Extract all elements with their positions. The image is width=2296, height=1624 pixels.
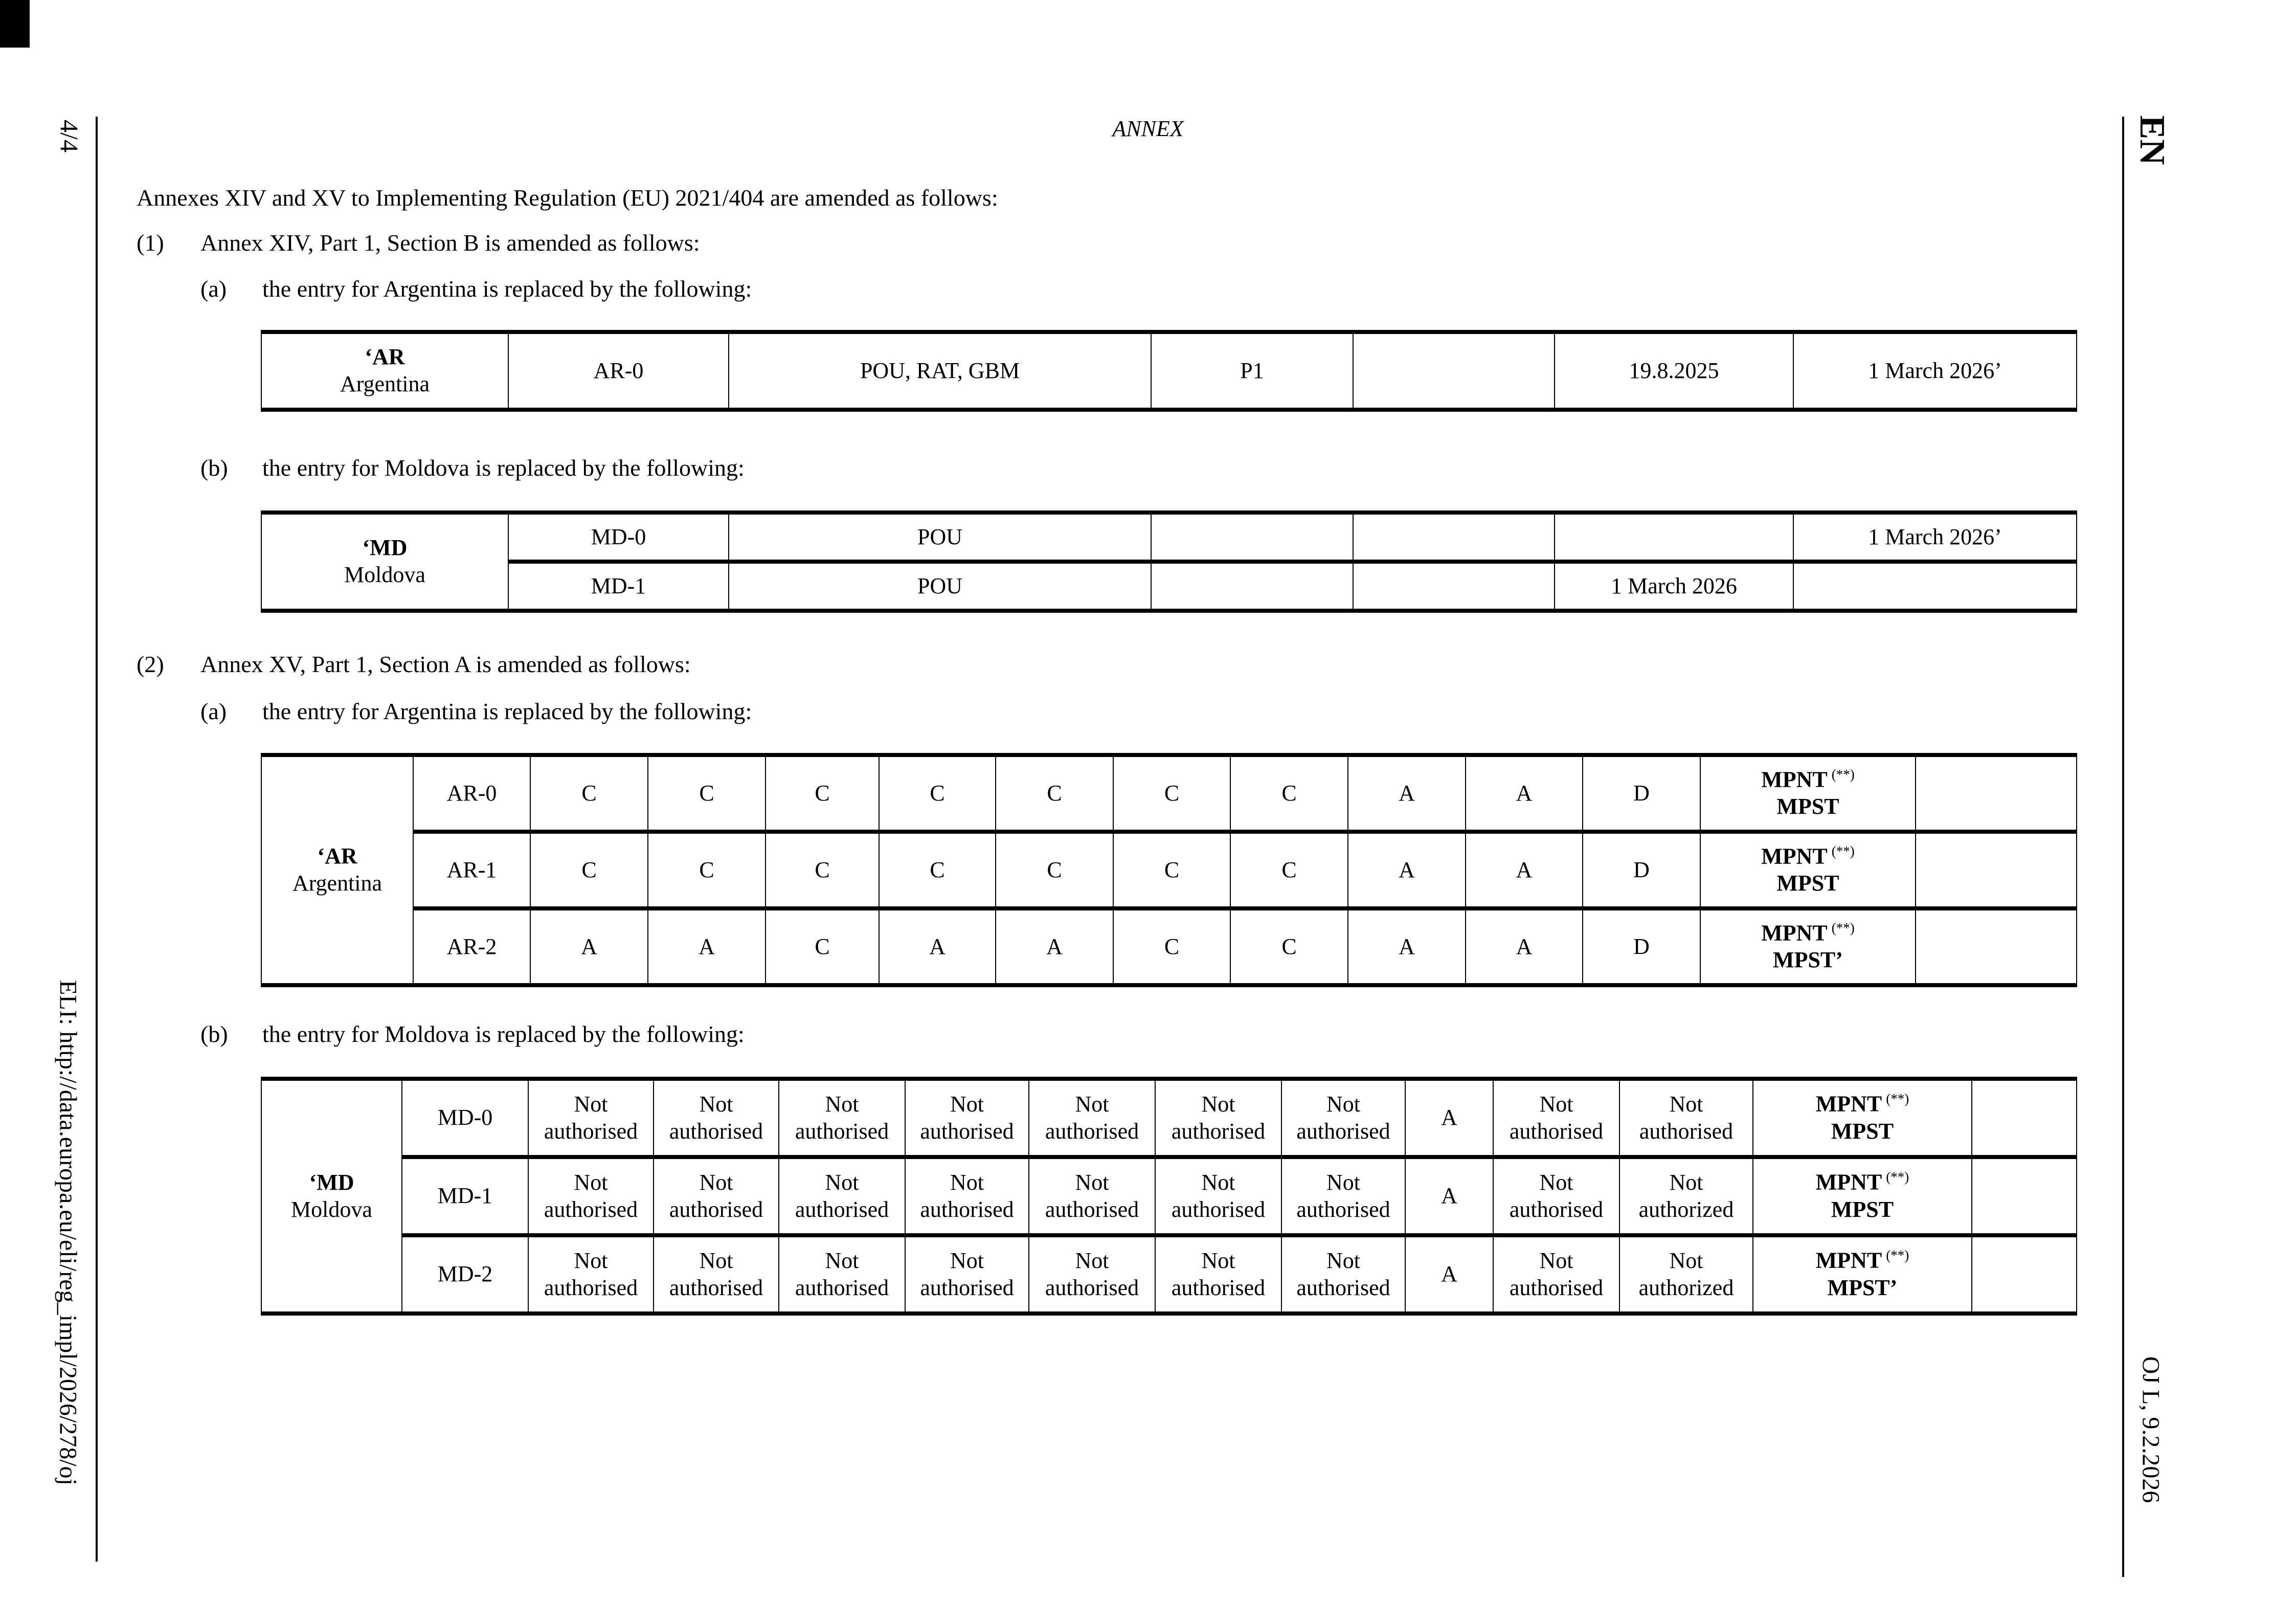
entry-cell: Not authorised bbox=[1155, 1157, 1281, 1235]
mpst-label: MPST’ bbox=[1773, 947, 1843, 973]
entry-cell: C bbox=[1113, 755, 1230, 832]
entry-cell: 19.8.2025 bbox=[1555, 332, 1793, 410]
country-code: ‘MD bbox=[362, 535, 408, 561]
entry-cell: A bbox=[1466, 908, 1583, 985]
list-item-2 bbox=[137, 651, 691, 678]
table-row bbox=[261, 1157, 2077, 1235]
mpnt-label: MPNT bbox=[1815, 1248, 1882, 1274]
footnote-ref: (**) bbox=[1831, 843, 1855, 859]
corner-print-mark bbox=[0, 0, 30, 48]
mpnt-cell bbox=[1753, 1157, 1972, 1235]
country-name: Moldova bbox=[291, 1196, 372, 1222]
entry-cell: Not authorised bbox=[1029, 1157, 1155, 1235]
list-text: the entry for Moldova is replaced by the following: bbox=[262, 1021, 745, 1047]
zone-cell: MD-0 bbox=[508, 513, 729, 562]
entry-cell bbox=[1793, 562, 2077, 611]
zone-cell: MD-2 bbox=[402, 1235, 528, 1314]
empty-cell bbox=[1916, 832, 2077, 908]
entry-cell: A bbox=[648, 908, 766, 985]
list-marker: (b) bbox=[200, 1021, 228, 1047]
entry-cell: POU, RAT, GBM bbox=[729, 332, 1151, 410]
entry-cell: 1 March 2026 bbox=[1555, 562, 1793, 611]
entry-cell: Not authorized bbox=[1619, 1157, 1753, 1235]
entry-cell: Not authorised bbox=[528, 1235, 654, 1314]
mpst-label: MPST bbox=[1776, 871, 1839, 896]
page-title: ANNEX bbox=[1112, 116, 1184, 141]
footnote-ref: (**) bbox=[1886, 1091, 1909, 1107]
entry-cell: Not authorised bbox=[654, 1157, 779, 1235]
list-item-1 bbox=[137, 229, 700, 256]
entry-cell: Not authorised bbox=[779, 1157, 905, 1235]
list-text: Annex XV, Part 1, Section A is amended as follows: bbox=[200, 651, 691, 677]
entry-cell: C bbox=[766, 908, 879, 985]
table-row bbox=[261, 332, 2077, 410]
zone-cell: AR-1 bbox=[413, 832, 530, 908]
entry-cell: D bbox=[1583, 908, 1700, 985]
footnote-ref: (**) bbox=[1831, 766, 1855, 782]
country-cell bbox=[261, 755, 413, 985]
list-text: the entry for Argentina is replaced by the following: bbox=[262, 276, 752, 302]
entry-cell: A bbox=[1348, 908, 1466, 985]
mpst-label: MPST bbox=[1831, 1118, 1894, 1144]
mpnt-label: MPNT bbox=[1761, 767, 1828, 792]
list-marker: (1) bbox=[137, 230, 164, 256]
entry-cell: 1 March 2026’ bbox=[1793, 513, 2077, 562]
entry-cell: P1 bbox=[1151, 332, 1353, 410]
country-code: ‘AR bbox=[365, 344, 405, 370]
entry-cell: A bbox=[1405, 1157, 1493, 1235]
entry-cell: C bbox=[766, 832, 879, 908]
list-marker: (a) bbox=[200, 276, 227, 302]
table-row bbox=[261, 1235, 2077, 1314]
entry-cell: C bbox=[996, 755, 1113, 832]
footnote-ref: (**) bbox=[1886, 1169, 1909, 1185]
entry-cell: C bbox=[1113, 832, 1230, 908]
mpnt-cell bbox=[1753, 1235, 1972, 1314]
list-marker: (a) bbox=[200, 698, 227, 724]
entry-cell: D bbox=[1583, 755, 1700, 832]
mpst-label: MPST’ bbox=[1827, 1275, 1898, 1300]
entry-cell: Not authorized bbox=[1619, 1235, 1753, 1314]
entry-cell: C bbox=[879, 755, 996, 832]
entry-cell: A bbox=[1466, 755, 1583, 832]
mpnt-label: MPNT bbox=[1815, 1170, 1882, 1195]
left-margin-rule bbox=[96, 117, 98, 1562]
footnote-ref: (**) bbox=[1886, 1248, 1909, 1263]
table-row bbox=[261, 908, 2077, 985]
mpnt-label: MPNT bbox=[1761, 843, 1828, 869]
entry-cell: C bbox=[1230, 832, 1348, 908]
zone-cell: AR-0 bbox=[508, 332, 729, 410]
entry-cell: 1 March 2026’ bbox=[1793, 332, 2077, 410]
entry-cell: C bbox=[530, 755, 648, 832]
country-cell bbox=[261, 1079, 402, 1314]
entry-cell: C bbox=[648, 755, 766, 832]
entry-cell: Not authorised bbox=[1281, 1235, 1405, 1314]
entry-cell: C bbox=[530, 832, 648, 908]
entry-cell: A bbox=[879, 908, 996, 985]
entry-cell: A bbox=[1466, 832, 1583, 908]
entry-cell: Not authorised bbox=[1155, 1079, 1281, 1157]
entry-cell: Not authorised bbox=[1281, 1157, 1405, 1235]
entry-cell: C bbox=[1230, 908, 1348, 985]
entry-cell bbox=[1353, 562, 1555, 611]
entry-cell: A bbox=[1348, 832, 1466, 908]
entry-cell: A bbox=[1405, 1079, 1493, 1157]
annex-xiv-moldova-table bbox=[261, 510, 2077, 613]
right-margin-rule bbox=[2122, 117, 2124, 1577]
table-row bbox=[261, 562, 2077, 611]
zone-cell: MD-1 bbox=[402, 1157, 528, 1235]
list-item-1a bbox=[200, 275, 752, 302]
table-row bbox=[261, 755, 2077, 832]
list-item-2a bbox=[200, 698, 752, 725]
entry-cell: Not authorised bbox=[1619, 1079, 1753, 1157]
entry-cell: Not authorised bbox=[1029, 1235, 1155, 1314]
entry-cell: C bbox=[766, 755, 879, 832]
journal-reference-vertical: OJ L, 9.2.2026 bbox=[2137, 1356, 2165, 1503]
entry-cell: C bbox=[996, 832, 1113, 908]
country-name: Moldova bbox=[344, 562, 425, 587]
empty-cell bbox=[1972, 1079, 2077, 1157]
list-text: the entry for Moldova is replaced by the following: bbox=[262, 455, 745, 481]
entry-cell: C bbox=[648, 832, 766, 908]
list-marker: (2) bbox=[137, 651, 164, 677]
empty-cell bbox=[1972, 1235, 2077, 1314]
entry-cell: D bbox=[1583, 832, 1700, 908]
country-cell bbox=[261, 332, 508, 410]
entry-cell: Not authorised bbox=[654, 1079, 779, 1157]
list-marker: (b) bbox=[200, 455, 228, 481]
entry-cell bbox=[1353, 332, 1555, 410]
empty-cell bbox=[1972, 1157, 2077, 1235]
entry-cell: Not authorised bbox=[1493, 1235, 1619, 1314]
zone-cell: AR-0 bbox=[413, 755, 530, 832]
entry-cell: Not authorised bbox=[528, 1157, 654, 1235]
entry-cell: A bbox=[530, 908, 648, 985]
eli-reference-vertical: ELI: http://data.europa.eu/eli/reg_impl/2026/278/oj bbox=[54, 980, 82, 1485]
entry-cell: Not authorised bbox=[1281, 1079, 1405, 1157]
entry-cell: C bbox=[1230, 755, 1348, 832]
mpnt-cell bbox=[1700, 908, 1916, 985]
entry-cell: Not authorised bbox=[905, 1235, 1029, 1314]
list-text: Annex XIV, Part 1, Section B is amended as follows: bbox=[200, 230, 700, 256]
entry-cell: Not authorised bbox=[654, 1235, 779, 1314]
entry-cell: Not authorised bbox=[905, 1157, 1029, 1235]
country-name: Argentina bbox=[292, 871, 382, 896]
table-row bbox=[261, 832, 2077, 908]
list-text: the entry for Argentina is replaced by the following: bbox=[262, 698, 752, 724]
table-row bbox=[261, 513, 2077, 562]
footnote-ref: (**) bbox=[1831, 920, 1855, 936]
mpnt-label: MPNT bbox=[1815, 1092, 1882, 1117]
mpnt-cell bbox=[1700, 832, 1916, 908]
page-number-vertical: 4/4 bbox=[55, 120, 84, 152]
zone-cell: MD-0 bbox=[402, 1079, 528, 1157]
zone-cell: MD-1 bbox=[508, 562, 729, 611]
zone-cell: AR-2 bbox=[413, 908, 530, 985]
table-row bbox=[261, 1079, 2077, 1157]
entry-cell bbox=[1353, 513, 1555, 562]
country-code: ‘AR bbox=[317, 843, 357, 869]
annex-xv-argentina-table bbox=[261, 753, 2077, 987]
entry-cell: C bbox=[879, 832, 996, 908]
empty-cell bbox=[1916, 908, 2077, 985]
mpnt-label: MPNT bbox=[1761, 920, 1828, 946]
mpst-label: MPST bbox=[1831, 1196, 1894, 1222]
entry-cell: Not authorised bbox=[528, 1079, 654, 1157]
mpnt-cell bbox=[1753, 1079, 1972, 1157]
entry-cell bbox=[1555, 513, 1793, 562]
entry-cell: POU bbox=[729, 513, 1151, 562]
mpst-label: MPST bbox=[1776, 794, 1839, 819]
entry-cell: Not authorised bbox=[1493, 1157, 1619, 1235]
entry-cell: Not authorised bbox=[1029, 1079, 1155, 1157]
intro-paragraph: Annexes XIV and XV to Implementing Regulation (EU) 2021/404 are amended as follows: bbox=[137, 185, 998, 211]
country-code: ‘MD bbox=[309, 1169, 354, 1195]
entry-cell: A bbox=[1348, 755, 1466, 832]
country-name: Argentina bbox=[340, 371, 430, 396]
entry-cell: A bbox=[996, 908, 1113, 985]
list-item-1b bbox=[200, 454, 745, 481]
mpnt-cell bbox=[1700, 755, 1916, 832]
entry-cell: Not authorised bbox=[1155, 1235, 1281, 1314]
entry-cell: Not authorised bbox=[779, 1079, 905, 1157]
entry-cell: C bbox=[1113, 908, 1230, 985]
entry-cell: Not authorised bbox=[1493, 1079, 1619, 1157]
annex-xiv-argentina-table bbox=[261, 330, 2077, 412]
language-code-vertical: EN bbox=[2132, 115, 2172, 165]
empty-cell bbox=[1916, 755, 2077, 832]
entry-cell: Not authorised bbox=[779, 1235, 905, 1314]
annex-xv-moldova-table bbox=[261, 1077, 2077, 1316]
country-cell bbox=[261, 513, 508, 611]
entry-cell: A bbox=[1405, 1235, 1493, 1314]
entry-cell: POU bbox=[729, 562, 1151, 611]
entry-cell bbox=[1151, 513, 1353, 562]
entry-cell bbox=[1151, 562, 1353, 611]
list-item-2b bbox=[200, 1020, 745, 1048]
entry-cell: Not authorised bbox=[905, 1079, 1029, 1157]
